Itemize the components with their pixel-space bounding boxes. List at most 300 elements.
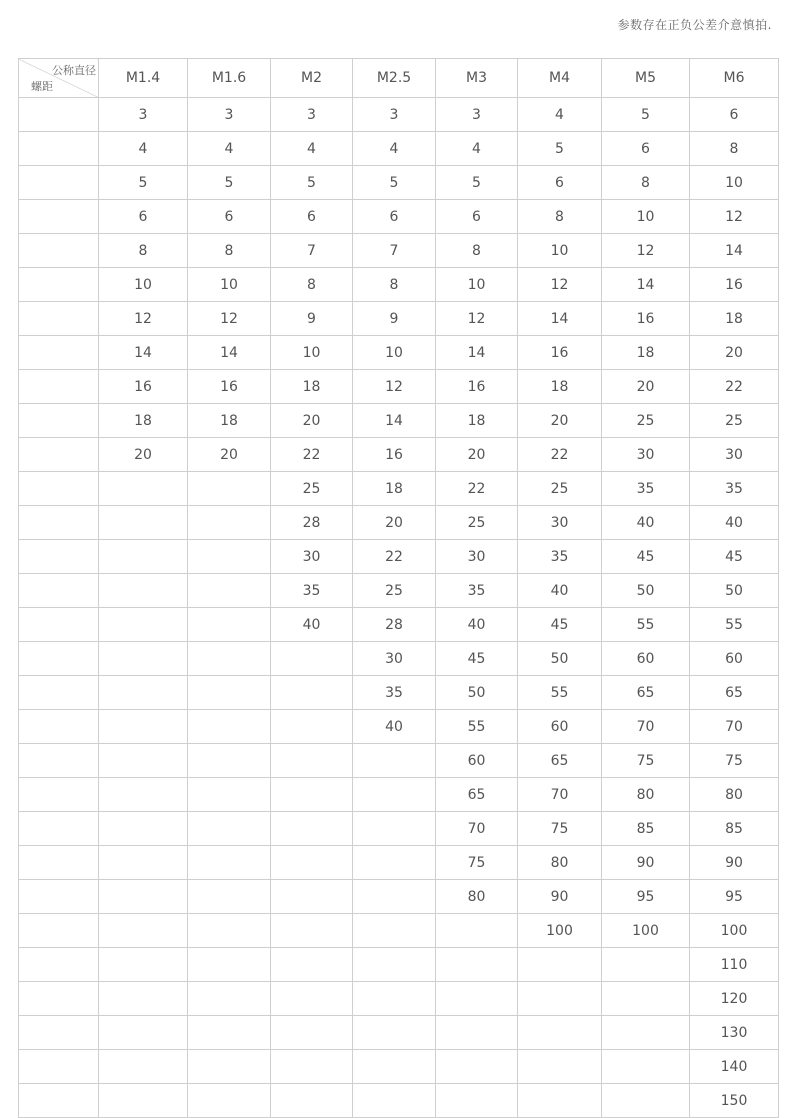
- length-cell: 5: [271, 166, 353, 200]
- length-cell: 16: [602, 302, 690, 336]
- length-cell: 4: [271, 132, 353, 166]
- row-label-cell: [19, 1050, 99, 1084]
- length-cell: [353, 812, 436, 846]
- length-cell: 22: [271, 438, 353, 472]
- length-cell: [188, 472, 271, 506]
- pitch-label: 螺距: [31, 80, 53, 93]
- row-label-cell: [19, 982, 99, 1016]
- length-cell: 70: [436, 812, 518, 846]
- length-cell: 8: [271, 268, 353, 302]
- column-header: M4: [518, 59, 602, 98]
- length-cell: 12: [436, 302, 518, 336]
- length-cell: [99, 1050, 188, 1084]
- length-cell: 12: [99, 302, 188, 336]
- table-row: [19, 676, 779, 710]
- length-cell: 40: [518, 574, 602, 608]
- length-cell: 90: [518, 880, 602, 914]
- length-cell: [99, 812, 188, 846]
- length-cell: 85: [690, 812, 779, 846]
- length-cell: 12: [518, 268, 602, 302]
- length-cell: [436, 982, 518, 1016]
- length-cell: [353, 778, 436, 812]
- row-label-cell: [19, 1016, 99, 1050]
- length-cell: [271, 1084, 353, 1118]
- length-cell: 10: [436, 268, 518, 302]
- row-label-cell: [19, 166, 99, 200]
- row-label-cell: [19, 608, 99, 642]
- length-cell: [271, 982, 353, 1016]
- length-cell: [99, 982, 188, 1016]
- row-label-cell: [19, 778, 99, 812]
- length-cell: 110: [690, 948, 779, 982]
- length-cell: 28: [271, 506, 353, 540]
- table-row: [19, 812, 779, 846]
- length-cell: [99, 642, 188, 676]
- length-cell: 5: [436, 166, 518, 200]
- length-cell: [188, 948, 271, 982]
- length-cell: [353, 1050, 436, 1084]
- length-cell: [188, 676, 271, 710]
- row-label-cell: [19, 914, 99, 948]
- table-body: [19, 98, 779, 1118]
- corner-header-cell: [19, 59, 99, 98]
- length-cell: 5: [353, 166, 436, 200]
- length-cell: 6: [602, 132, 690, 166]
- length-cell: 70: [602, 710, 690, 744]
- length-cell: 10: [271, 336, 353, 370]
- length-cell: [518, 948, 602, 982]
- length-cell: [271, 846, 353, 880]
- length-cell: 60: [436, 744, 518, 778]
- length-cell: 16: [188, 370, 271, 404]
- length-cell: [99, 1016, 188, 1050]
- length-cell: 22: [518, 438, 602, 472]
- length-cell: 30: [271, 540, 353, 574]
- length-cell: [99, 540, 188, 574]
- length-cell: 4: [99, 132, 188, 166]
- length-cell: 18: [353, 472, 436, 506]
- length-cell: 35: [271, 574, 353, 608]
- table-row: [19, 778, 779, 812]
- row-label-cell: [19, 438, 99, 472]
- length-cell: 10: [602, 200, 690, 234]
- length-cell: [99, 846, 188, 880]
- length-cell: [518, 1016, 602, 1050]
- length-cell: [602, 1084, 690, 1118]
- length-cell: 3: [99, 98, 188, 132]
- length-cell: 5: [518, 132, 602, 166]
- length-cell: 14: [690, 234, 779, 268]
- row-label-cell: [19, 98, 99, 132]
- row-label-cell: [19, 948, 99, 982]
- length-cell: 35: [690, 472, 779, 506]
- table-row: [19, 404, 779, 438]
- length-cell: 8: [353, 268, 436, 302]
- length-cell: 70: [518, 778, 602, 812]
- length-cell: 30: [602, 438, 690, 472]
- length-cell: [353, 914, 436, 948]
- length-cell: 14: [602, 268, 690, 302]
- length-cell: 5: [188, 166, 271, 200]
- length-cell: 70: [690, 710, 779, 744]
- column-header: M1.4: [99, 59, 188, 98]
- length-cell: 40: [271, 608, 353, 642]
- row-label-cell: [19, 744, 99, 778]
- length-cell: 30: [690, 438, 779, 472]
- length-cell: 6: [188, 200, 271, 234]
- length-cell: [271, 812, 353, 846]
- row-label-cell: [19, 234, 99, 268]
- length-cell: 6: [690, 98, 779, 132]
- length-cell: 60: [602, 642, 690, 676]
- length-cell: [436, 1084, 518, 1118]
- length-cell: 3: [436, 98, 518, 132]
- column-header: M6: [690, 59, 779, 98]
- length-cell: 25: [353, 574, 436, 608]
- length-cell: 14: [99, 336, 188, 370]
- length-cell: [188, 812, 271, 846]
- table-row: [19, 166, 779, 200]
- length-cell: [188, 744, 271, 778]
- table-row: [19, 880, 779, 914]
- length-cell: 16: [518, 336, 602, 370]
- length-cell: [188, 710, 271, 744]
- length-cell: 16: [353, 438, 436, 472]
- length-cell: [271, 744, 353, 778]
- length-cell: [99, 744, 188, 778]
- length-cell: 20: [271, 404, 353, 438]
- length-cell: [602, 1050, 690, 1084]
- length-cell: 8: [518, 200, 602, 234]
- length-cell: 6: [353, 200, 436, 234]
- length-cell: 95: [602, 880, 690, 914]
- length-cell: 100: [518, 914, 602, 948]
- length-cell: [353, 982, 436, 1016]
- length-cell: 20: [690, 336, 779, 370]
- table-row: [19, 200, 779, 234]
- row-label-cell: [19, 370, 99, 404]
- length-cell: 14: [188, 336, 271, 370]
- nominal-diameter-label: 公称直径: [52, 64, 96, 77]
- length-cell: 9: [353, 302, 436, 336]
- length-cell: 18: [690, 302, 779, 336]
- table-row: [19, 98, 779, 132]
- row-label-cell: [19, 506, 99, 540]
- length-cell: 4: [436, 132, 518, 166]
- table-row: [19, 370, 779, 404]
- length-cell: 10: [99, 268, 188, 302]
- length-cell: 45: [436, 642, 518, 676]
- length-cell: 22: [690, 370, 779, 404]
- length-cell: 22: [353, 540, 436, 574]
- length-cell: [518, 1084, 602, 1118]
- length-cell: [188, 1050, 271, 1084]
- length-cell: [271, 1050, 353, 1084]
- table-row: [19, 438, 779, 472]
- length-cell: [188, 608, 271, 642]
- length-cell: 130: [690, 1016, 779, 1050]
- row-label-cell: [19, 268, 99, 302]
- column-header: M1.6: [188, 59, 271, 98]
- length-cell: 75: [436, 846, 518, 880]
- length-cell: 7: [353, 234, 436, 268]
- length-cell: 55: [690, 608, 779, 642]
- table-row: [19, 948, 779, 982]
- length-cell: [436, 1050, 518, 1084]
- length-cell: 100: [690, 914, 779, 948]
- column-header: M3: [436, 59, 518, 98]
- length-cell: 22: [436, 472, 518, 506]
- length-cell: 80: [436, 880, 518, 914]
- length-cell: [353, 744, 436, 778]
- table-row: [19, 1084, 779, 1118]
- length-cell: 50: [690, 574, 779, 608]
- length-cell: 75: [602, 744, 690, 778]
- header-row: [19, 59, 779, 98]
- length-cell: [99, 472, 188, 506]
- length-cell: 30: [518, 506, 602, 540]
- length-cell: 20: [602, 370, 690, 404]
- length-cell: 75: [518, 812, 602, 846]
- row-label-cell: [19, 302, 99, 336]
- length-cell: 18: [436, 404, 518, 438]
- length-cell: 120: [690, 982, 779, 1016]
- length-cell: 10: [690, 166, 779, 200]
- length-cell: [271, 778, 353, 812]
- length-cell: 12: [602, 234, 690, 268]
- length-cell: [353, 1084, 436, 1118]
- length-cell: [99, 608, 188, 642]
- length-cell: 10: [518, 234, 602, 268]
- table-row: [19, 710, 779, 744]
- row-label-cell: [19, 540, 99, 574]
- row-label-cell: [19, 404, 99, 438]
- length-cell: 6: [436, 200, 518, 234]
- length-cell: [99, 948, 188, 982]
- length-cell: [99, 880, 188, 914]
- length-cell: [99, 914, 188, 948]
- length-cell: 18: [271, 370, 353, 404]
- table-row: [19, 268, 779, 302]
- length-cell: 18: [188, 404, 271, 438]
- length-cell: [518, 982, 602, 1016]
- length-cell: 14: [353, 404, 436, 438]
- length-cell: 25: [271, 472, 353, 506]
- length-cell: [436, 914, 518, 948]
- length-cell: 40: [436, 608, 518, 642]
- length-cell: [271, 676, 353, 710]
- length-cell: 90: [690, 846, 779, 880]
- length-cell: [188, 506, 271, 540]
- length-cell: 40: [690, 506, 779, 540]
- length-cell: [188, 778, 271, 812]
- length-cell: 4: [518, 98, 602, 132]
- length-cell: 55: [602, 608, 690, 642]
- length-cell: 8: [690, 132, 779, 166]
- length-cell: 12: [188, 302, 271, 336]
- length-cell: 30: [436, 540, 518, 574]
- length-cell: 35: [436, 574, 518, 608]
- length-cell: 90: [602, 846, 690, 880]
- length-cell: 14: [436, 336, 518, 370]
- length-cell: [271, 710, 353, 744]
- length-cell: 65: [602, 676, 690, 710]
- length-cell: 18: [99, 404, 188, 438]
- length-cell: [602, 948, 690, 982]
- table-row: [19, 506, 779, 540]
- row-label-cell: [19, 812, 99, 846]
- length-cell: [188, 1084, 271, 1118]
- length-cell: 25: [602, 404, 690, 438]
- length-cell: 16: [99, 370, 188, 404]
- length-cell: 60: [690, 642, 779, 676]
- length-cell: [99, 574, 188, 608]
- table-row: [19, 574, 779, 608]
- length-cell: 65: [690, 676, 779, 710]
- length-cell: 20: [518, 404, 602, 438]
- table-row: [19, 1016, 779, 1050]
- length-cell: 80: [518, 846, 602, 880]
- length-cell: [518, 1050, 602, 1084]
- row-label-cell: [19, 200, 99, 234]
- length-cell: 35: [602, 472, 690, 506]
- row-label-cell: [19, 642, 99, 676]
- length-cell: 25: [518, 472, 602, 506]
- length-cell: 40: [353, 710, 436, 744]
- length-cell: 100: [602, 914, 690, 948]
- length-cell: 3: [271, 98, 353, 132]
- length-cell: [353, 948, 436, 982]
- length-cell: [99, 676, 188, 710]
- table-row: [19, 1050, 779, 1084]
- table-row: [19, 302, 779, 336]
- table-row: [19, 982, 779, 1016]
- table-row: [19, 744, 779, 778]
- tolerance-note: 参数存在正负公差介意慎拍.: [617, 18, 772, 32]
- length-cell: [99, 710, 188, 744]
- column-header: M2.5: [353, 59, 436, 98]
- length-cell: [188, 1016, 271, 1050]
- length-cell: [271, 1016, 353, 1050]
- length-cell: 25: [436, 506, 518, 540]
- length-cell: [188, 642, 271, 676]
- length-cell: 75: [690, 744, 779, 778]
- length-cell: 18: [602, 336, 690, 370]
- length-cell: 6: [99, 200, 188, 234]
- length-cell: 55: [436, 710, 518, 744]
- length-cell: [602, 1016, 690, 1050]
- length-cell: 50: [436, 676, 518, 710]
- length-cell: 8: [99, 234, 188, 268]
- row-label-cell: [19, 574, 99, 608]
- row-label-cell: [19, 710, 99, 744]
- length-cell: 6: [518, 166, 602, 200]
- length-cell: 10: [353, 336, 436, 370]
- row-label-cell: [19, 880, 99, 914]
- length-cell: 80: [690, 778, 779, 812]
- column-header: M2: [271, 59, 353, 98]
- length-cell: 20: [188, 438, 271, 472]
- length-cell: [99, 1084, 188, 1118]
- table-row: [19, 540, 779, 574]
- length-cell: 25: [690, 404, 779, 438]
- length-cell: [271, 914, 353, 948]
- row-label-cell: [19, 336, 99, 370]
- length-cell: [188, 540, 271, 574]
- length-cell: 8: [436, 234, 518, 268]
- length-cell: [271, 880, 353, 914]
- length-cell: 20: [99, 438, 188, 472]
- length-cell: [353, 880, 436, 914]
- length-cell: 5: [602, 98, 690, 132]
- length-cell: 5: [99, 166, 188, 200]
- length-cell: [99, 506, 188, 540]
- length-cell: [436, 948, 518, 982]
- length-cell: 4: [188, 132, 271, 166]
- length-cell: 80: [602, 778, 690, 812]
- length-cell: 35: [353, 676, 436, 710]
- length-cell: 10: [188, 268, 271, 302]
- length-cell: 65: [518, 744, 602, 778]
- table-row: [19, 472, 779, 506]
- row-label-cell: [19, 132, 99, 166]
- row-label-cell: [19, 472, 99, 506]
- table-row: [19, 336, 779, 370]
- length-cell: 60: [518, 710, 602, 744]
- length-cell: 45: [690, 540, 779, 574]
- row-label-cell: [19, 1084, 99, 1118]
- length-cell: 45: [518, 608, 602, 642]
- length-cell: 50: [518, 642, 602, 676]
- length-cell: 3: [188, 98, 271, 132]
- row-label-cell: [19, 846, 99, 880]
- table-row: [19, 846, 779, 880]
- length-cell: 20: [353, 506, 436, 540]
- length-cell: 3: [353, 98, 436, 132]
- length-cell: 4: [353, 132, 436, 166]
- length-cell: 18: [518, 370, 602, 404]
- length-cell: [353, 846, 436, 880]
- length-cell: 6: [271, 200, 353, 234]
- length-cell: 16: [436, 370, 518, 404]
- table-row: [19, 132, 779, 166]
- length-cell: 8: [188, 234, 271, 268]
- length-cell: 50: [602, 574, 690, 608]
- length-cell: [188, 846, 271, 880]
- length-cell: [99, 778, 188, 812]
- length-cell: [188, 574, 271, 608]
- length-cell: 7: [271, 234, 353, 268]
- table-row: [19, 608, 779, 642]
- table-row: [19, 234, 779, 268]
- length-cell: 8: [602, 166, 690, 200]
- length-cell: [188, 914, 271, 948]
- length-cell: 65: [436, 778, 518, 812]
- length-cell: [271, 948, 353, 982]
- length-cell: 140: [690, 1050, 779, 1084]
- length-cell: [353, 1016, 436, 1050]
- length-cell: 45: [602, 540, 690, 574]
- length-cell: 95: [690, 880, 779, 914]
- column-header: M5: [602, 59, 690, 98]
- length-cell: 12: [353, 370, 436, 404]
- length-cell: 20: [436, 438, 518, 472]
- length-cell: 14: [518, 302, 602, 336]
- length-cell: 55: [518, 676, 602, 710]
- length-cell: 150: [690, 1084, 779, 1118]
- screw-length-table: [18, 58, 779, 1118]
- length-cell: [602, 982, 690, 1016]
